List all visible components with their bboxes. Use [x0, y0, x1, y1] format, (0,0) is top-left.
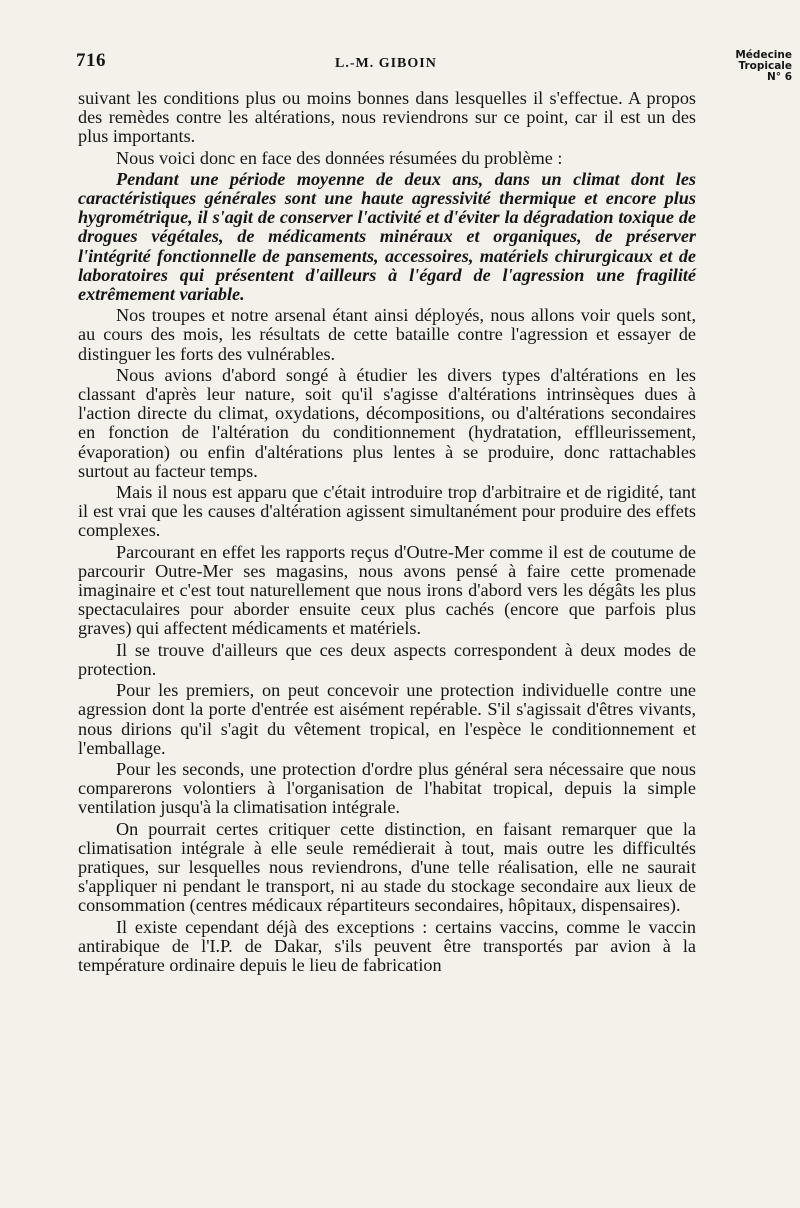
paragraph: Mais il nous est apparu que c'était introduire trop d'arbitraire et de rigidité, tant il est vrai que les causes d'altération agissent simultanément pour produire des effets complexes.	[78, 482, 696, 541]
paragraph: Pour les seconds, une protection d'ordre plus général sera nécessaire que nous comparerons volontiers à l'organisation de l'habitat tropical, depuis la simple ventilation jusqu'à la climatisation intégrale.	[78, 758, 696, 818]
paragraph: Il se trouve d'ailleurs que ces deux aspects correspondent à deux modes de protection.	[78, 639, 696, 679]
running-head-author: L.-M. GIBOIN	[335, 56, 437, 71]
paragraph: On pourrait certes critiquer cette distinction, en faisant remarquer que la climatisation intégrale à elle seule remédierait à tout, mais outre les difficultés pratiques, sur lesquelles nous reviendrons, d'une telle réalisation, elle ne saurait s'appliquer ni pendant le transport, ni au stade du stockage secondaire aux lieux de consommation (centres médicaux répartiteurs secondaires, hôpitaux, dispensaires).	[78, 818, 696, 916]
paragraph-continuation: suivant les conditions plus ou moins bonnes dans lesquelles il s'effectue. A propos des remèdes contre les altérations, nous reviendrons sur ce point, car il est un des plus importants.	[78, 88, 696, 147]
page-number: 716	[76, 50, 106, 71]
paragraph: Parcourant en effet les rapports reçus d'Outre-Mer comme il est de coutume de parcourir Outre-Mer ses magasins, nous avons pensé à faire cette promenade imaginaire et c'est tout naturellement que nous irons d'abord vers les dégâts les plus spectaculaires pour aborder ensuite ceux plus cachés (encore que parfois plus graves) qui affectent médicaments et matériels.	[78, 541, 696, 639]
paragraph: Nous voici donc en face des données résumées du problème :	[116, 147, 563, 168]
journal-name-line-2: Tropicale	[738, 60, 792, 72]
paragraph: Pour les premiers, on peut concevoir une protection individuelle contre une agression dont la porte d'entrée est aisément repérable. S'il s'agissait d'êtres vivants, nous dirions qu'il s'agit du vêtement tropical, en l'espèce le conditionnement et l'emballage.	[78, 680, 696, 758]
paragraph: Nous avions d'abord songé à étudier les divers types d'altérations en les classant d'après leur nature, soit qu'il s'agisse d'altérations intrinsèques dues à l'action directe du climat, oxydations, décompositions, ou d'altérations secondaires en fonction de l'altération du conditionnement (hydratation, efflleurissement, évaporation) ou enfin d'altérations plus lentes à se produire, donc rattachables surtout au facteur temps.	[78, 364, 696, 481]
paragraph: Il existe cependant déjà des exceptions : certains vaccins, comme le vaccin antirabique de l'I.P. de Dakar, s'ils peuvent être transportés par avion à la température ordinaire depuis le lieu de fabrication	[78, 916, 696, 975]
article-body	[78, 89, 696, 977]
journal-issue: N° 6	[767, 71, 792, 83]
journal-tag	[712, 50, 792, 83]
paragraph: Nos troupes et notre arsenal étant ainsi déployés, nous allons voir quels sont, au cours des mois, les résultats de cette bataille contre l'agression et essayer de distinguer les forts des vulnérables.	[78, 305, 696, 364]
journal-name-line-1: Médecine	[735, 49, 792, 61]
problem-statement-paragraph: Pendant une période moyenne de deux ans, dans un climat dont les caractéristiques générales sont une haute agressivité thermique et encore plus hygrométrique, il s'agit de conserver l'activité et d'éviter la dégradation toxique de drogues végétales, de médicaments minéraux et organiques, de préserver l'intégrité fonctionnelle de pansements, accessoires, matériels chirurgicaux et de laboratoires qui présentent d'ailleurs à l'égard de l'agression une fragilité extrêmement variable.	[78, 168, 696, 305]
